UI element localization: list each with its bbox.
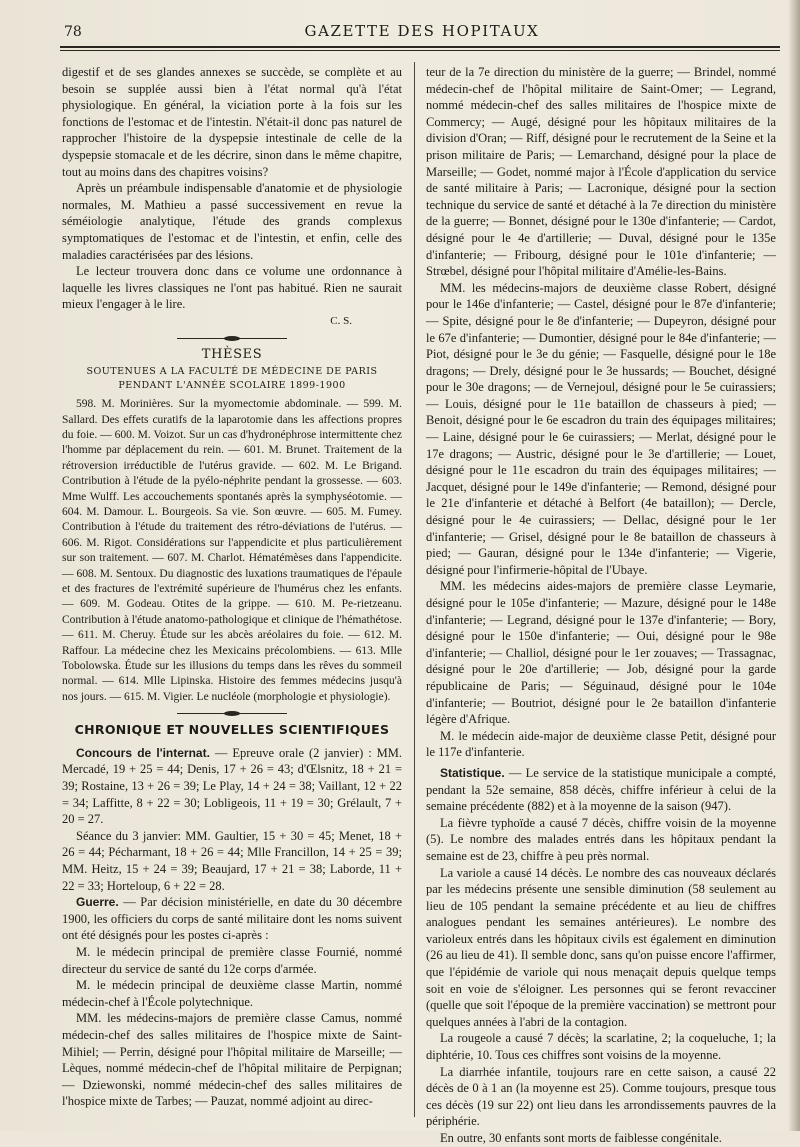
guerre-paragraph: M. le médecin principal de deuxième classe Martin, nommé médecin-chef à l'École polytechnique. [62, 978, 402, 1009]
guerre-text: — Par décision ministérielle, en date du 30 décembre 1900, les officiers du corps de santé militaire dont les noms suivent ont été désignés pour les postes ci-après : [62, 895, 403, 943]
section-ornament [177, 338, 287, 339]
theses-title: THÈSES [201, 346, 263, 362]
journal-title: GAZETTE DES HOPITAUX [304, 22, 540, 40]
chronique-title: CHRONIQUE ET NOUVELLES SCIENTIFIQUES [74, 722, 390, 738]
page-edge-shadow [788, 0, 800, 1131]
statistique-paragraph: La variole a causé 14 décès. Le nombre des cas nouveaux déclarés par les médecins présente une sensible diminution (58 seulement au lieu de 105 pendant la semaine précédente et au lieu de chiffres analogues pendant les semaines antérieures). Le nombre des varioleux entrés dans les hôpitaux civils est également en diminution (26 au lieu de 41). Il semble donc, sans qu'on puisse encore l'affirmer, que l'épidémie de variole qui nous menaçait depuis quelque temps soit en voie de s'éloigner. Les personnes qui se feront revacciner (quelle que soit l'époque de la première vaccination) se mettront pour quelques années à l'abri de la contagion. [426, 865, 776, 1029]
guerre-paragraph: MM. les médecins-majors de première classe Camus, nommé médecin-chef des salles militaires de l'hospice mixte de Saint-Mihiel; — Perrin, désigné pour l'hôpital militaire de Marseille; — Lèques, nommé médecin-chef de l'hôpital militaire de Perpignan; — Dziewonski, nommé médecin-chef des salles militaires de l'hospice mixte de Tarbes; — Pauzat, nommé adjoint au direc- [62, 1011, 402, 1109]
seance-text: Séance du 3 janvier: MM. Gaultier, 15 + 30 = 45; Menet, 18 + 26 = 44; Pécharmant, 18 + 26 = 44; Mlle Francillon, 14 + 25 = 39; MM. Heitz, 15 + 24 = 39; Beaujard, 17 + 21 = 38; Laborde, 11 + 22 = 33; Horteloup, 6 + 22 = 28. [62, 828, 402, 893]
header-rule-thick [60, 46, 780, 48]
header-rule-thin [60, 50, 780, 51]
statistique-paragraph: La rougeole a causé 7 décès; la scarlatine, 2; la coqueluche, 1; la diphtérie, 10. Tous ces chiffres sont voisins de la moyenne. [426, 1031, 776, 1063]
review-paragraph: digestif et de ses glandes annexes se succède, se complète et au besoin se supplée aussi bien à l'état normal qu'à l'état physiologique. En général, la viciation porte à la fois sur les fonctions de l'estomac et de l'intestin. N'était-il donc pas naturel de rapprocher l'histoire de la dyspepsie intestinale de celle de la dyspepsie stomacale et de les décrire, sinon dans le même chapitre, tout au moins dans des chapitres voisins? [62, 65, 402, 179]
column-divider [414, 62, 415, 1117]
theses-list: 598. M. Morinières. Sur la myomectomie abdominale. — 599. M. Sallard. Des effets curatifs de la laparotomie dans les affections propres du foie. — 600. M. Voizot. Sur un cas d'hydronéphrose intermittente chez l'homme par déplacement du rein. — 601. M. Brunet. Traitement de la rétroversion irréductible de l'utérus gravide. — 602. M. Le Brigand. Contribution à l'étude de la pyélo-néphrite pendant la grossesse. — 603. Mme Wulff. Les accouchements spontanés après la symphyséotomie. — 604. M. Damour. L. Bourgeois. Sa vie. Son œuvre. — 605. M. Fumey. Contribution à l'étude du traitement des rétro-déviations de l'utérus. — 606. M. Rigot. Considérations sur l'appendicite et plus particulièrement sur son traitement. — 607. M. Charlot. Hématémèses dans l'appendicite. — 608. M. Sentoux. Du diagnostic des luxations traumatiques de l'épaule et des fractures de l'extrémité supérieure de l'humérus chez les enfants. — 609. M. Godeau. Otites de la grippe. — 610. M. Pe-rietzeanu. Contribution à l'étude anatomo-pathologique et clinique de l'hémathétose. — 611. M. Cheruy. Étude sur les abcès aréolaires du foie. — 612. M. Raffour. La médecine chez les Mexicains précolombiens. — 613. Mlle Tobolowska. Étude sur les illusions du temps dans les rêves du sommeil normal. — 614. Mlle Lipinska. Histoire des femmes médecins jusqu'à nos jours. — 615. M. Vigier. Le nucléole (morphologie et physiologie). [62, 398, 402, 703]
section-ornament [177, 713, 287, 714]
review-paragraph: Après un préambule indispensable d'anatomie et de physiologie normales, M. Mathieu a passé successivement en revue la séméiologie analytique, l'étude des grands complexus symptomatiques de l'estomac et de l'intestin, et enfin, celle des maladies caractérisées par des lésions. [62, 181, 402, 262]
statistique-text: — Le service de la statistique municipale a compté, pendant la 52e semaine, 858 décès, chiffre inférieur à celui de la semaine précédente (882) et à la moyenne de la saison (947). [426, 765, 777, 814]
guerre-heading: Guerre. [76, 895, 119, 910]
guerre-continued: teur de la 7e direction du ministère de la guerre; — Brindel, nommé médecin-chef de l'hôpital militaire de Saint-Omer; — Legrand, nommé médecin-chef des salles militaires de l'hospice mixte de Commercy; — Augé, désigné pour les hôpitaux militaires de la division d'Oran; — Riff, désigné pour le recrutement de la Seine et la prison militaire de Paris; — Lemarchand, désigné pour la place de Marseille; — Godet, nommé major à l'École d'application du service de santé militaire à Paris; — Lacronique, désigné pour la section technique du service de santé et détaché à la 7e direction du ministère de la guerre; — Bonnet, désigné pour le 130e d'infanterie; — Cardot, désigné pour le 4e d'artillerie; — Duval, désigné pour le 135e d'infanterie; — Fribourg, désigné pour le 101e d'infanterie; — Strœbel, désigné pour l'hôpital militaire d'Amélie-les-Bains. [426, 65, 776, 279]
concours-heading: Concours de l'internat. [76, 745, 210, 760]
guerre-paragraph: M. le médecin aide-major de deuxième classe Petit, désigné pour le 117e d'infanterie. [426, 728, 776, 760]
concours-text: — Epreuve orale (2 janvier) : MM. Mercadé, 19 + 25 = 44; Denis, 17 + 26 = 43; d'Œlsnitz, 18 + 21 = 39; Rostaine, 13 + 26 = 39; Le Play, 14 + 24 = 38; Vaillant, 12 + 22 = 34; Laffitte, 8 + 22 = 30; Lobligeois, 11 + 19 = 30; Grélault, 7 + 20 = 27. [62, 745, 403, 827]
theses-subtitle: SOUTENUES A LA FACULTÉ DE MÉDECINE DE PARIS [86, 366, 378, 378]
guerre-paragraph: M. le médecin principal de première classe Fournié, nommé directeur du service de santé du 12e corps d'armée. [62, 944, 402, 976]
page-number: 78 [64, 24, 82, 40]
theses-subtitle: PENDANT L'ANNÉE SCOLAIRE 1899-1900 [118, 380, 346, 392]
statistique-paragraph: En outre, 30 enfants sont morts de faiblesse congénitale. [440, 1131, 722, 1145]
guerre-paragraph: MM. les médecins aides-majors de première classe Leymarie, désigné pour le 105e d'infanterie; — Mazure, désigné pour le 148e d'infanterie; — Legrand, désigné pour le 137e d'infanterie; — Bory, désigné pour le 150e d'infanterie; — Oui, désigné pour le 98e d'infanterie; — Challiol, désigné pour le 1er zouaves; — Trassagnac, désigné pour le 20e d'artillerie; — Job, désigné pour la garde républicaine de Paris; — Séguinaud, désigné pour le 104e d'infanterie; — Boutriot, désigné pour le 2e bataillon d'infanterie légère d'Afrique. [426, 579, 776, 727]
statistique-heading: Statistique. [440, 765, 505, 780]
page-header [60, 18, 784, 46]
left-column [62, 64, 402, 1110]
right-column [426, 64, 776, 1147]
review-paragraph: Le lecteur trouvera donc dans ce volume une ordonnance à laquelle les livres classiques ne l'ont pas habitué. Rien ne saurait mieux l'engager à le lire. [62, 264, 402, 312]
statistique-paragraph: La fièvre typhoïde a causé 7 décès, chiffre voisin de la moyenne (5). Le nombre des malades entrés dans les hôpitaux pendant la semaine est de 23, chiffre à peu près normal. [426, 815, 776, 863]
statistique-paragraph: La diarrhée infantile, toujours rare en cette saison, a causé 22 décès de 0 à 1 an (la moyenne est 25). Comme toujours, presque tous ces décès (19 sur 22) ont lieu dans les arrondissements pauvres de la périphérie. [426, 1064, 776, 1129]
review-signature: C. S. [330, 314, 352, 327]
guerre-paragraph: MM. les médecins-majors de deuxième classe Robert, désigné pour le 146e d'infanterie; — Castel, désigné pour le 87e d'infanterie; — Spite, désigné pour le 8e d'infanterie; — Dupeyron, désigné pour le 67e d'infanterie; — Dumontier, désigné pour le 84e d'infanterie; — Piot, désigné pour le 3e du génie; — Fasquelle, désigné pour le 18e dragons; — Drely, désigné pour le 3e hussards; — Bouchet, désigné pour le 30e dragons; — de Vernejoul, désigné pour le 5e cuirassiers; — Louis, désigné pour le 11e bataillon de chasseurs à pied; — Benoit, désigné pour le 6e escadron du train des équipages militaires; — Laine, désigné pour le 6e cuirassiers; — Merlat, désigné pour le 17e dragons; — Austric, désigné pour le 3e d'artillerie; — Louet, désigné pour le 11e escadron du train des équipages militaires; — Jacquet, désigné pour le 149e d'infanterie; — Remond, désigné pour le 21e d'infanterie et détaché à Belfort (4e bataillon); — Dercle, désigné pour le 4e cuirassiers; — Dellac, désigné pour le 1er d'infanterie; — Grisel, désigné pour le 8e bataillon de chasseurs à pied; — Gauran, désigné pour le 134e d'infanterie; — Vigerie, désigné pour l'infirmerie-hôpital de l'Ubaye. [426, 280, 776, 577]
